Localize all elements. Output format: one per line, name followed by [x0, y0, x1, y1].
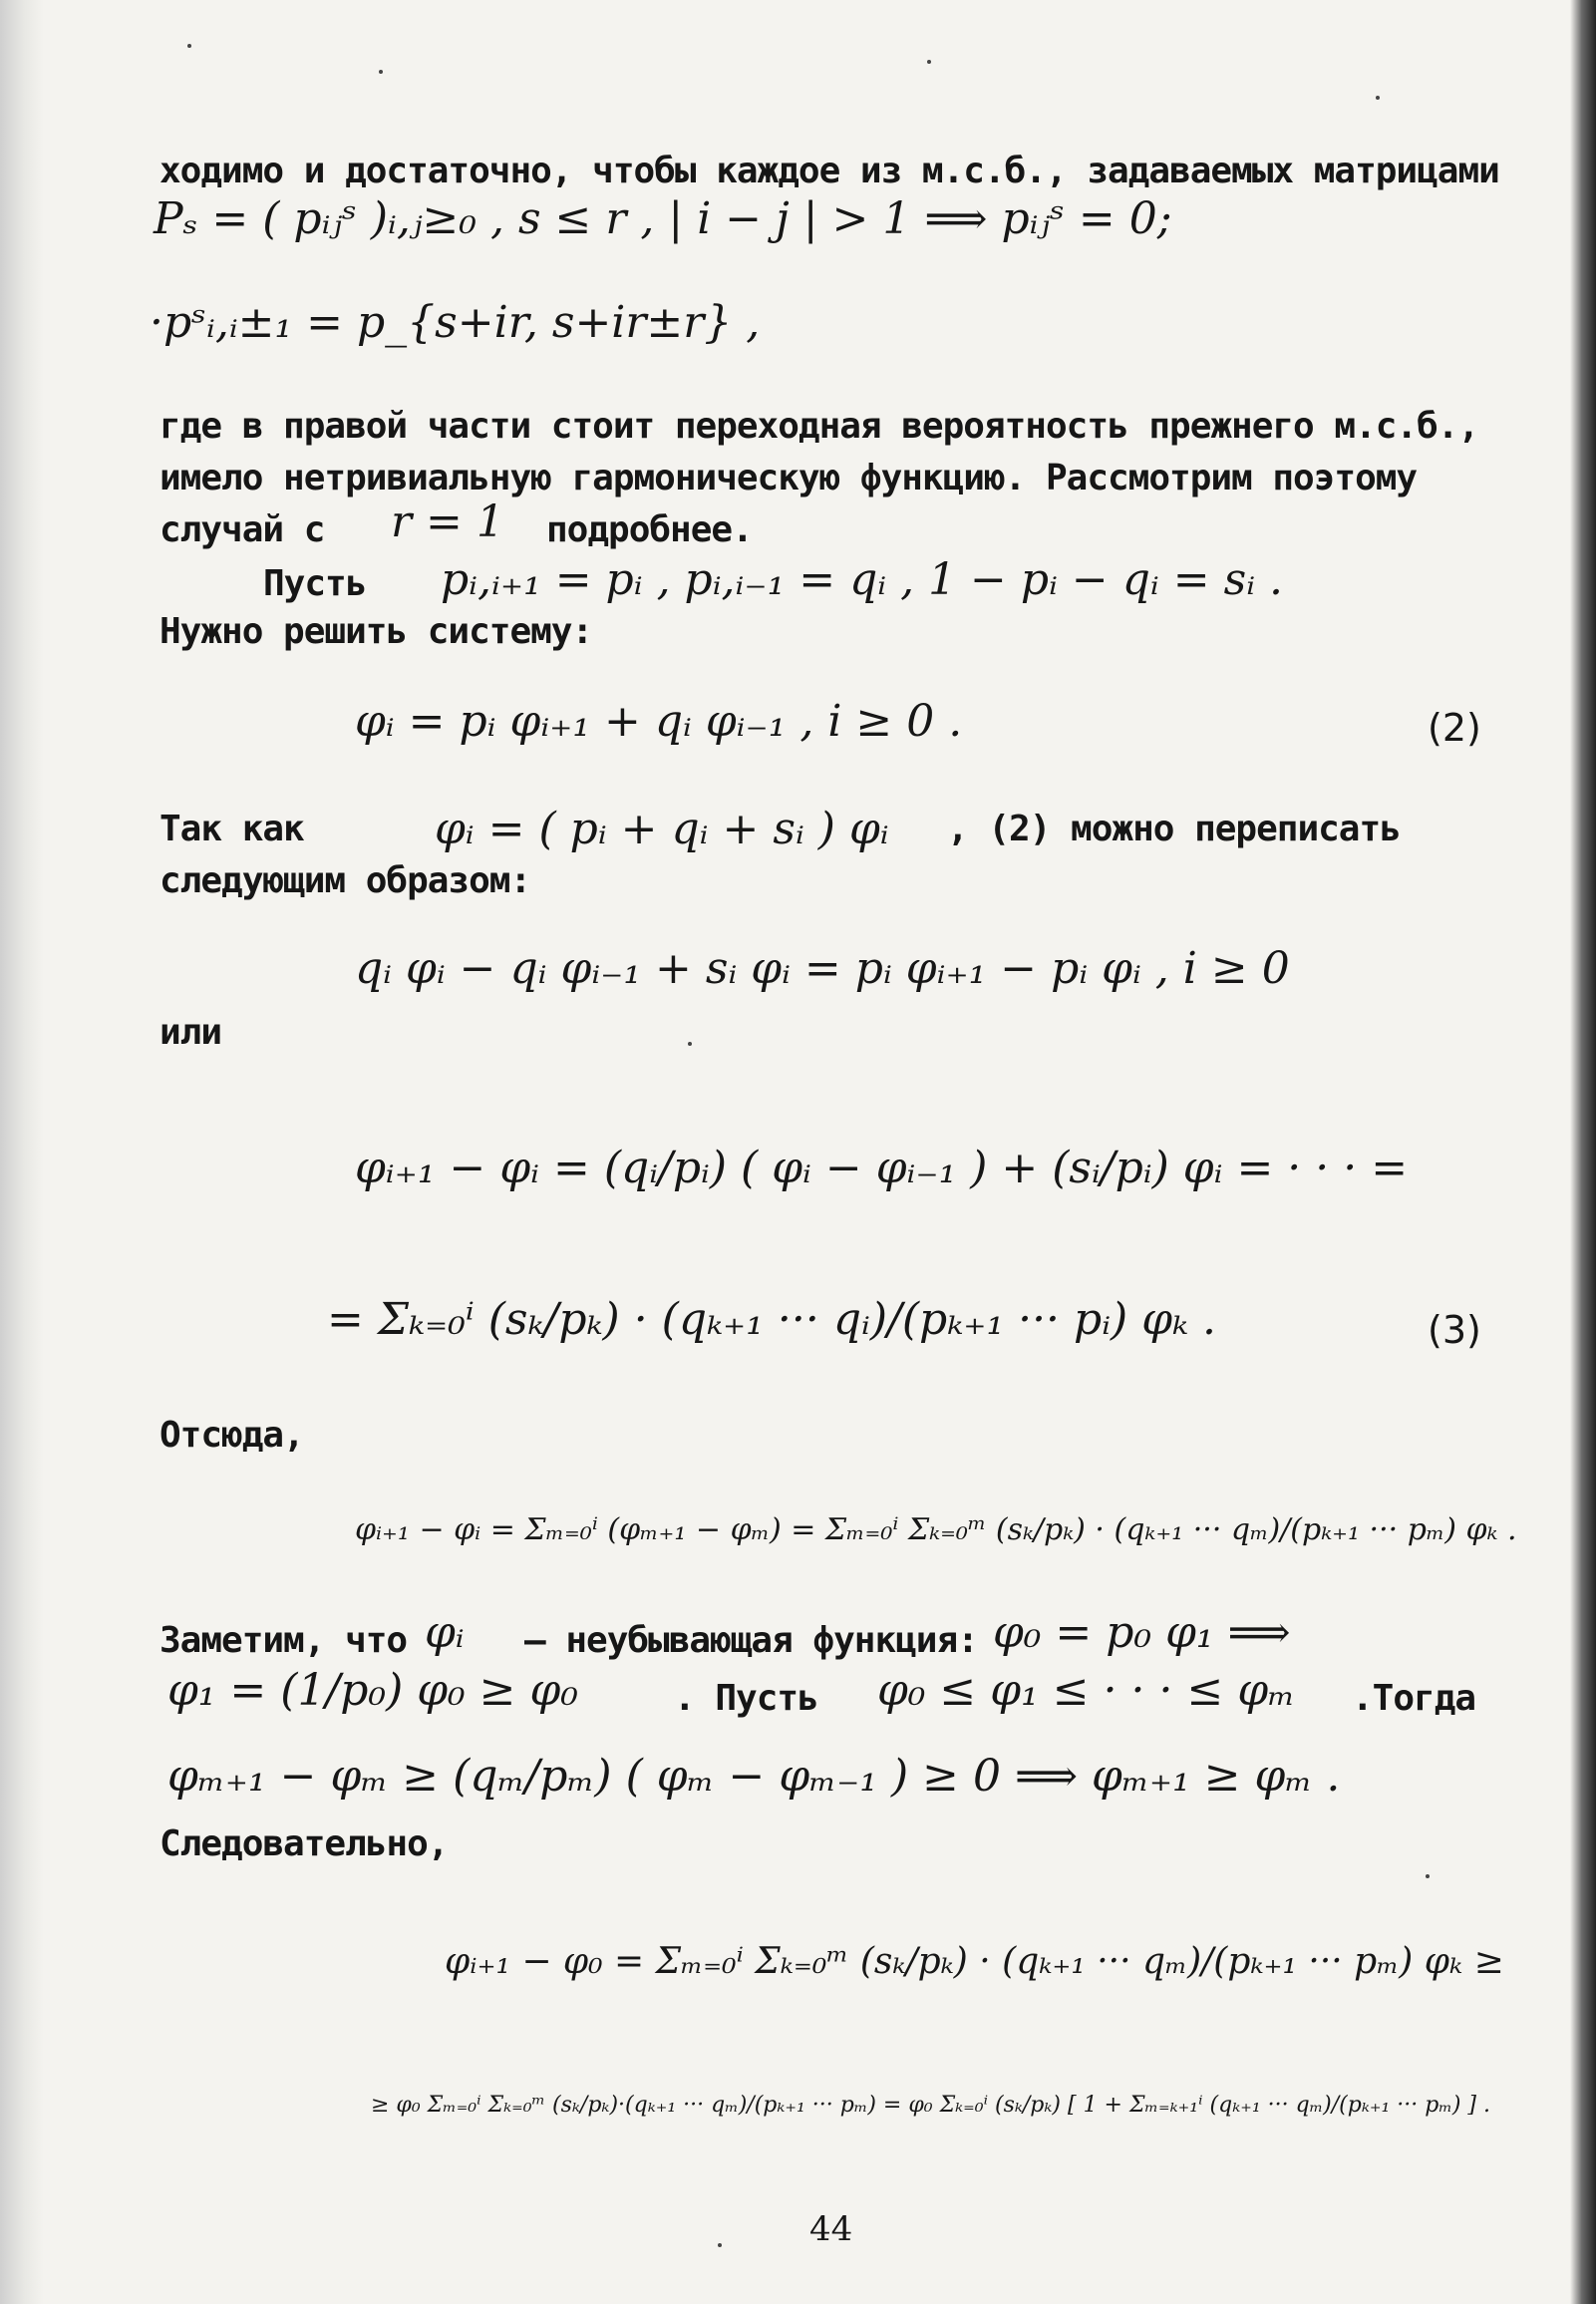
equation-number: (2) [1428, 706, 1481, 750]
text-line: Заметим, что [160, 1620, 408, 1661]
scan-speck [379, 70, 383, 74]
scan-speck [718, 2243, 722, 2247]
text-line: .Тогда [1352, 1678, 1476, 1719]
formula-lower-bound: φᵢ₊₁ − φ₀ = Σₘ₌₀ⁱ Σₖ₌₀ᵐ (sₖ/pₖ) · (qₖ₊₁ ··· qₘ)/(pₖ₊₁ ··· pₘ) φₖ ≥ [445, 1941, 1504, 1982]
text-line: . Пусть [674, 1678, 818, 1719]
formula-telescoping: φᵢ₊₁ − φᵢ = Σₘ₌₀ⁱ (φₘ₊₁ − φₘ) = Σₘ₌₀ⁱ Σₖ₌₀ᵐ (sₖ/pₖ) · (qₖ₊₁ ··· qₘ)/(pₖ₊₁ ··· pₘ) φₖ . [355, 1512, 1517, 1547]
equation-number: (3) [1428, 1308, 1481, 1352]
formula-matrix-def: Pₛ = ( pᵢⱼˢ )ᵢ,ⱼ≥₀ , s ≤ r , | i − j | > 1 ⟹ pᵢⱼˢ = 0; [154, 193, 1172, 244]
formula-difference: φᵢ₊₁ − φᵢ = (qᵢ/pᵢ) ( φᵢ − φᵢ₋₁ ) + (sᵢ/pᵢ) φᵢ = · · · = [355, 1143, 1409, 1193]
text-line: или [160, 1012, 222, 1053]
scan-speck [1426, 1874, 1430, 1878]
text-line: следующим образом: [160, 860, 531, 901]
scan-left-edge [0, 0, 44, 2304]
text-line: Следовательно, [160, 1823, 449, 1864]
formula-final: ≥ φ₀ Σₘ₌₀ⁱ Σₖ₌₀ᵐ (sₖ/pₖ)·(qₖ₊₁ ··· qₘ)/(pₖ₊₁ ··· pₘ) = φ₀ Σₖ₌₀ⁱ (sₖ/pₖ) [ 1 + Σₘ₌ₖ₊₁ⁱ (qₖ₊₁ ··· qₘ)/(pₖ₊₁ ··· pₘ) ] . [371, 2093, 1490, 2118]
page-number: 44 [809, 2209, 853, 2249]
formula-notation: pᵢ,ᵢ₊₁ = pᵢ , pᵢ,ᵢ₋₁ = qᵢ , 1 − pᵢ − qᵢ = sᵢ . [441, 554, 1284, 605]
formula-identity: φᵢ = ( pᵢ + qᵢ + sᵢ ) φᵢ [435, 804, 889, 854]
text-line: Пусть [263, 563, 367, 604]
text-line: , (2) можно переписать [947, 809, 1401, 849]
formula-phi-i: φᵢ [425, 1607, 465, 1658]
scan-speck [1376, 96, 1380, 100]
scan-speck [688, 1042, 692, 1046]
formula-rewritten: qᵢ φᵢ − qᵢ φᵢ₋₁ + sᵢ φᵢ = pᵢ φᵢ₊₁ − pᵢ φᵢ , i ≥ 0 [355, 943, 1290, 994]
text-line: Так как [160, 809, 304, 849]
text-line: – неубывающая функция: [524, 1620, 978, 1661]
formula-induction-step: φₘ₊₁ − φₘ ≥ (qₘ/pₘ) ( φₘ − φₘ₋₁ ) ≥ 0 ⟹ φₘ₊₁ ≥ φₘ . [167, 1751, 1341, 1802]
text-line: случай с [160, 509, 325, 550]
formula-transition-prob: ·pˢᵢ,ᵢ±₁ = p_{s+ir, s+ir±r} , [150, 297, 761, 348]
text-line: где в правой части стоит переходная вероятность прежнего м.с.б., [160, 406, 1479, 447]
scan-right-edge [1570, 0, 1596, 2304]
text-line: имело нетривиальную гармоническую функцию. Рассмотрим поэтому [160, 458, 1418, 498]
text-line: подробнее. [546, 509, 753, 550]
formula-phi1: φ₁ = (1/p₀) φ₀ ≥ φ₀ [167, 1665, 578, 1716]
text-line: Отсюда, [160, 1415, 304, 1456]
formula-phi0: φ₀ = p₀ φ₁ ⟹ [993, 1607, 1291, 1658]
text-line: Нужно решить систему: [160, 611, 593, 652]
formula-r-equals-one: r = 1 [391, 496, 504, 547]
equation-3: = Σₖ₌₀ⁱ (sₖ/pₖ) · (qₖ₊₁ ··· qᵢ)/(pₖ₊₁ ··· pᵢ) φₖ . [327, 1294, 1217, 1345]
equation-2: φᵢ = pᵢ φᵢ₊₁ + qᵢ φᵢ₋₁ , i ≥ 0 . [355, 696, 963, 747]
scan-speck [927, 60, 931, 64]
text-line: ходимо и достаточно, чтобы каждое из м.с.б., задаваемых матрицами [160, 151, 1499, 191]
formula-induction-hyp: φ₀ ≤ φ₁ ≤ · · · ≤ φₘ [877, 1665, 1296, 1716]
scan-speck [187, 44, 191, 48]
